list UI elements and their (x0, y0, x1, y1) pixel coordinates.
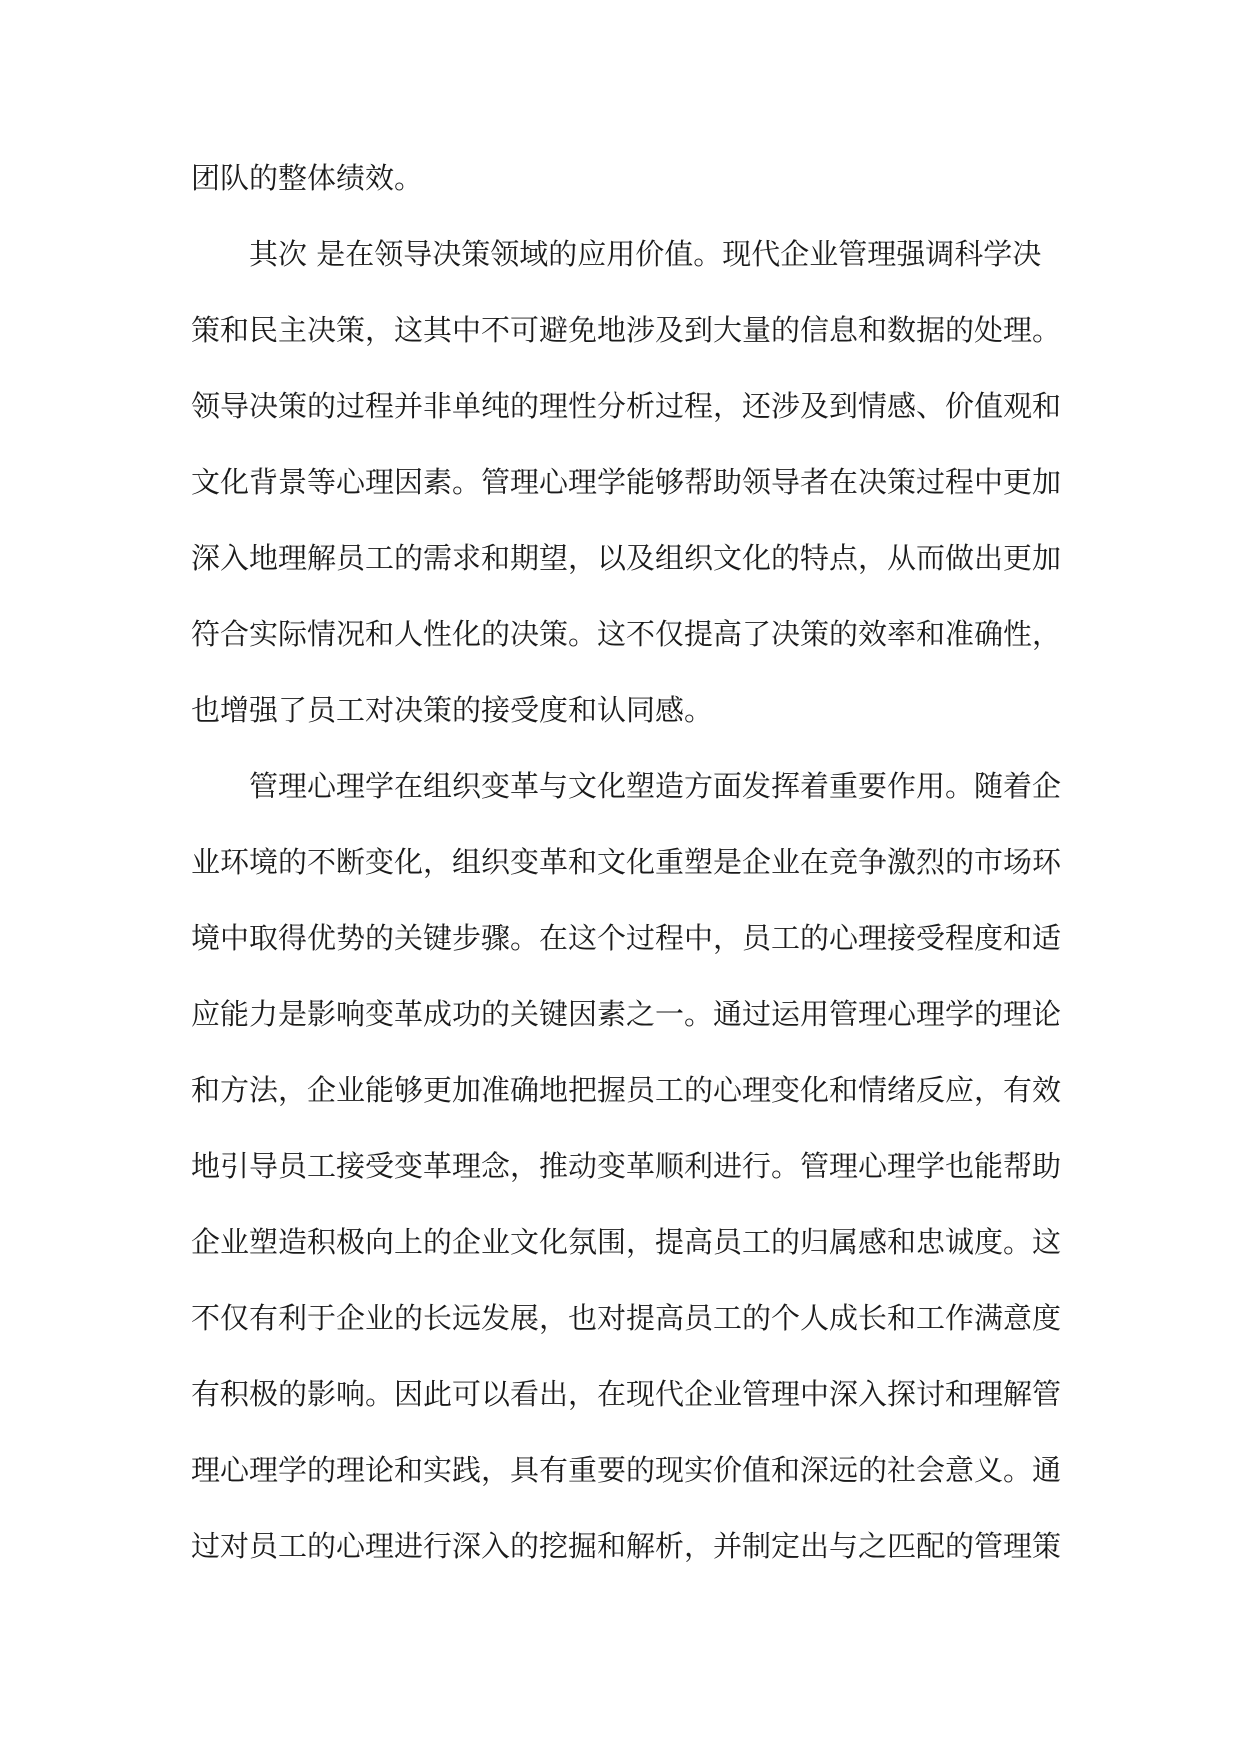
text-line: 地引导员工接受变革理念，推动变革顺利进行。管理心理学也能帮助 (191, 1149, 1062, 1183)
text-line: 应能力是影响变革成功的关键因素之一。通过运用管理心理学的理论 (191, 997, 1062, 1031)
text-line: 管理心理学在组织变革与文化塑造方面发挥着重要作用。随着企 (191, 769, 1062, 803)
text-line: 符合实际情况和人性化的决策。这不仅提高了决策的效率和准确性， (191, 617, 1062, 651)
text-line: 深入地理解员工的需求和期望，以及组织文化的特点，从而做出更加 (191, 541, 1062, 575)
text-line: 文化背景等心理因素。管理心理学能够帮助领导者在决策过程中更加 (191, 465, 1062, 499)
text-line: 有积极的影响。因此可以看出，在现代企业管理中深入探讨和理解管 (191, 1377, 1062, 1411)
text-line: 不仅有利于企业的长远发展，也对提高员工的个人成长和工作满意度 (191, 1301, 1062, 1335)
text-line: 团队的整体绩效。 (191, 161, 424, 195)
text-line: 企业塑造积极向上的企业文化氛围，提高员工的归属感和忠诚度。这 (191, 1225, 1062, 1259)
text-line: 也增强了员工对决策的接受度和认同感。 (191, 693, 714, 727)
body-text (191, 140, 1061, 1584)
text-line: 其次 是在领导决策领域的应用价值。现代企业管理强调科学决 (191, 237, 1042, 271)
text-line: 领导决策的过程并非单纯的理性分析过程，还涉及到情感、价值观和 (191, 389, 1062, 423)
text-line: 理心理学的理论和实践，具有重要的现实价值和深远的社会意义。通 (191, 1453, 1062, 1487)
text-line: 境中取得优势的关键步骤。在这个过程中，员工的心理接受程度和适 (191, 921, 1062, 955)
text-line: 策和民主决策，这其中不可避免地涉及到大量的信息和数据的处理。 (191, 313, 1062, 347)
text-line: 业环境的不断变化，组织变革和文化重塑是企业在竞争激烈的市场环 (191, 845, 1062, 879)
text-line: 过对员工的心理进行深入的挖掘和解析，并制定出与之匹配的管理策 (191, 1529, 1062, 1563)
text-line: 和方法，企业能够更加准确地把握员工的心理变化和情绪反应，有效 (191, 1073, 1062, 1107)
